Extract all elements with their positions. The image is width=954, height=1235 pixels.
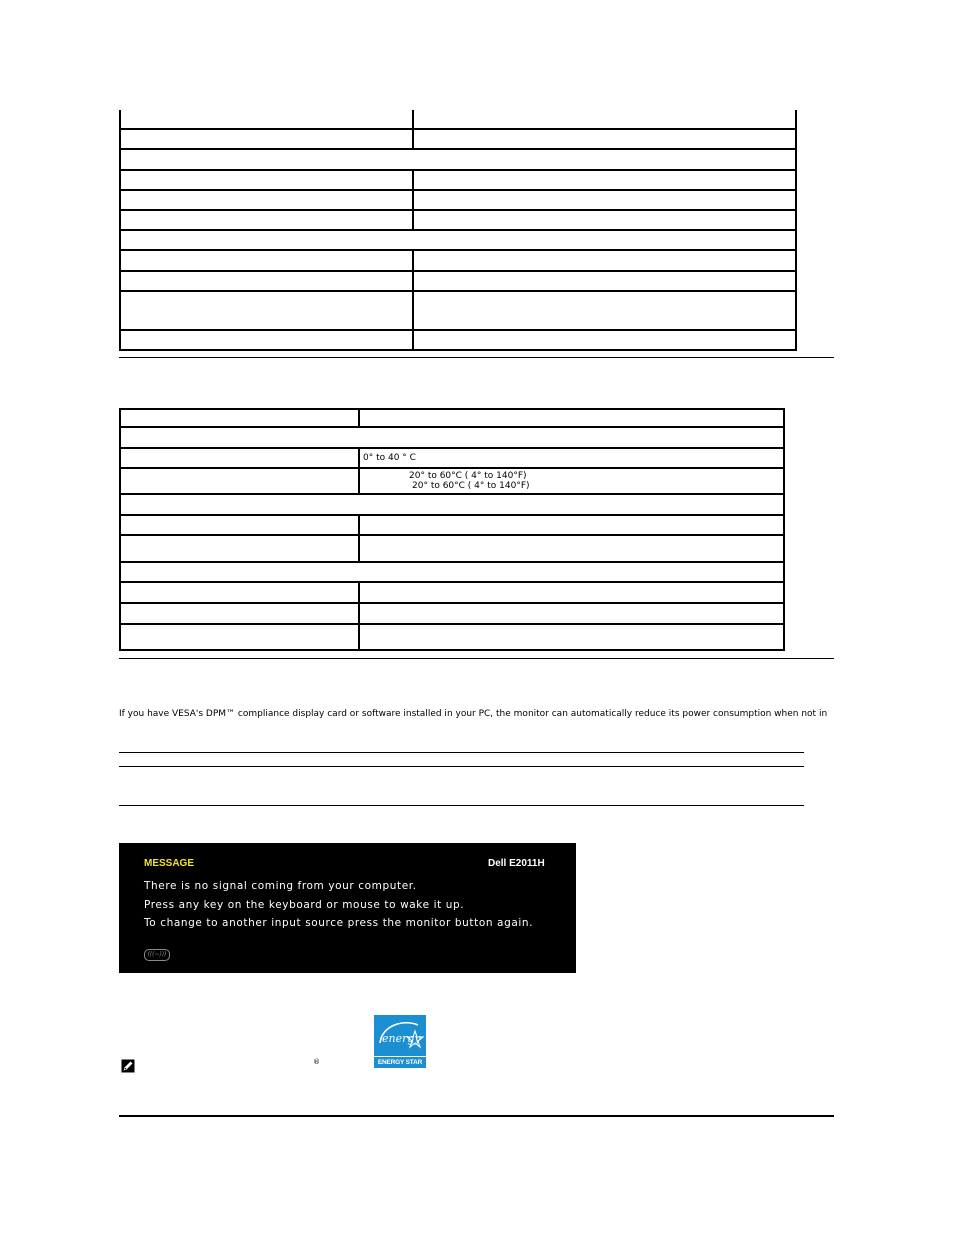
note-icon (121, 1059, 135, 1073)
table-row (120, 624, 784, 650)
table-row (120, 515, 784, 535)
table-row (120, 210, 796, 230)
table-row (120, 110, 796, 129)
osd-message-line: To change to another input source press the monitor button again. (144, 917, 534, 929)
table-row (120, 271, 796, 291)
nonoperating-temperature-storage: 20° to 60°C ( 4° to 140°F) (409, 471, 527, 481)
dell-badge-icon: (((~))) (144, 949, 170, 961)
environmental-specs-table (119, 408, 785, 651)
table-row (120, 129, 796, 149)
osd-message-line: Press any key on the keyboard or mouse to wake it up. (144, 899, 465, 911)
table-row (120, 603, 784, 624)
section-divider (119, 357, 834, 358)
osd-message-line: There is no signal coming from your computer. (144, 880, 417, 892)
registered-mark: ® (313, 1058, 320, 1066)
power-management-intro: If you have VESA's DPM™ compliance display card or software installed in your PC, the monitor can automatically reduce its power consumption when not in (119, 709, 828, 719)
table-row (120, 330, 796, 350)
table-row (120, 468, 784, 494)
energy-star-label: ENERGY STAR (374, 1056, 426, 1068)
svg-text:energy: energy (382, 1032, 421, 1045)
nonoperating-temperature-shipping: 20° to 60°C ( 4° to 140°F) (412, 481, 530, 491)
energy-star-logo-icon (374, 1015, 426, 1068)
power-modes-rule (119, 752, 804, 753)
table-row (120, 190, 796, 210)
power-modes-rule (119, 805, 804, 806)
osd-no-signal-message (119, 843, 576, 973)
table-row (120, 535, 784, 562)
page-bottom-divider (119, 1115, 834, 1117)
table-row (120, 170, 796, 190)
table-row (120, 448, 784, 468)
table-row (120, 494, 784, 515)
osd-model-name: Dell E2011H (488, 858, 545, 869)
table-row (120, 582, 784, 603)
table-row (120, 149, 796, 170)
section-divider (119, 658, 834, 659)
table-row (120, 409, 784, 427)
operating-temperature: 0° to 40 ° C (363, 453, 416, 463)
table-row (120, 562, 784, 582)
table-row (120, 230, 796, 250)
table-row (120, 291, 796, 330)
table-row (120, 427, 784, 448)
table-row (120, 250, 796, 271)
power-modes-rule (119, 766, 804, 767)
osd-message-title: MESSAGE (144, 858, 195, 869)
power-specs-table (119, 110, 797, 351)
energy-star-emblem (374, 1015, 426, 1057)
